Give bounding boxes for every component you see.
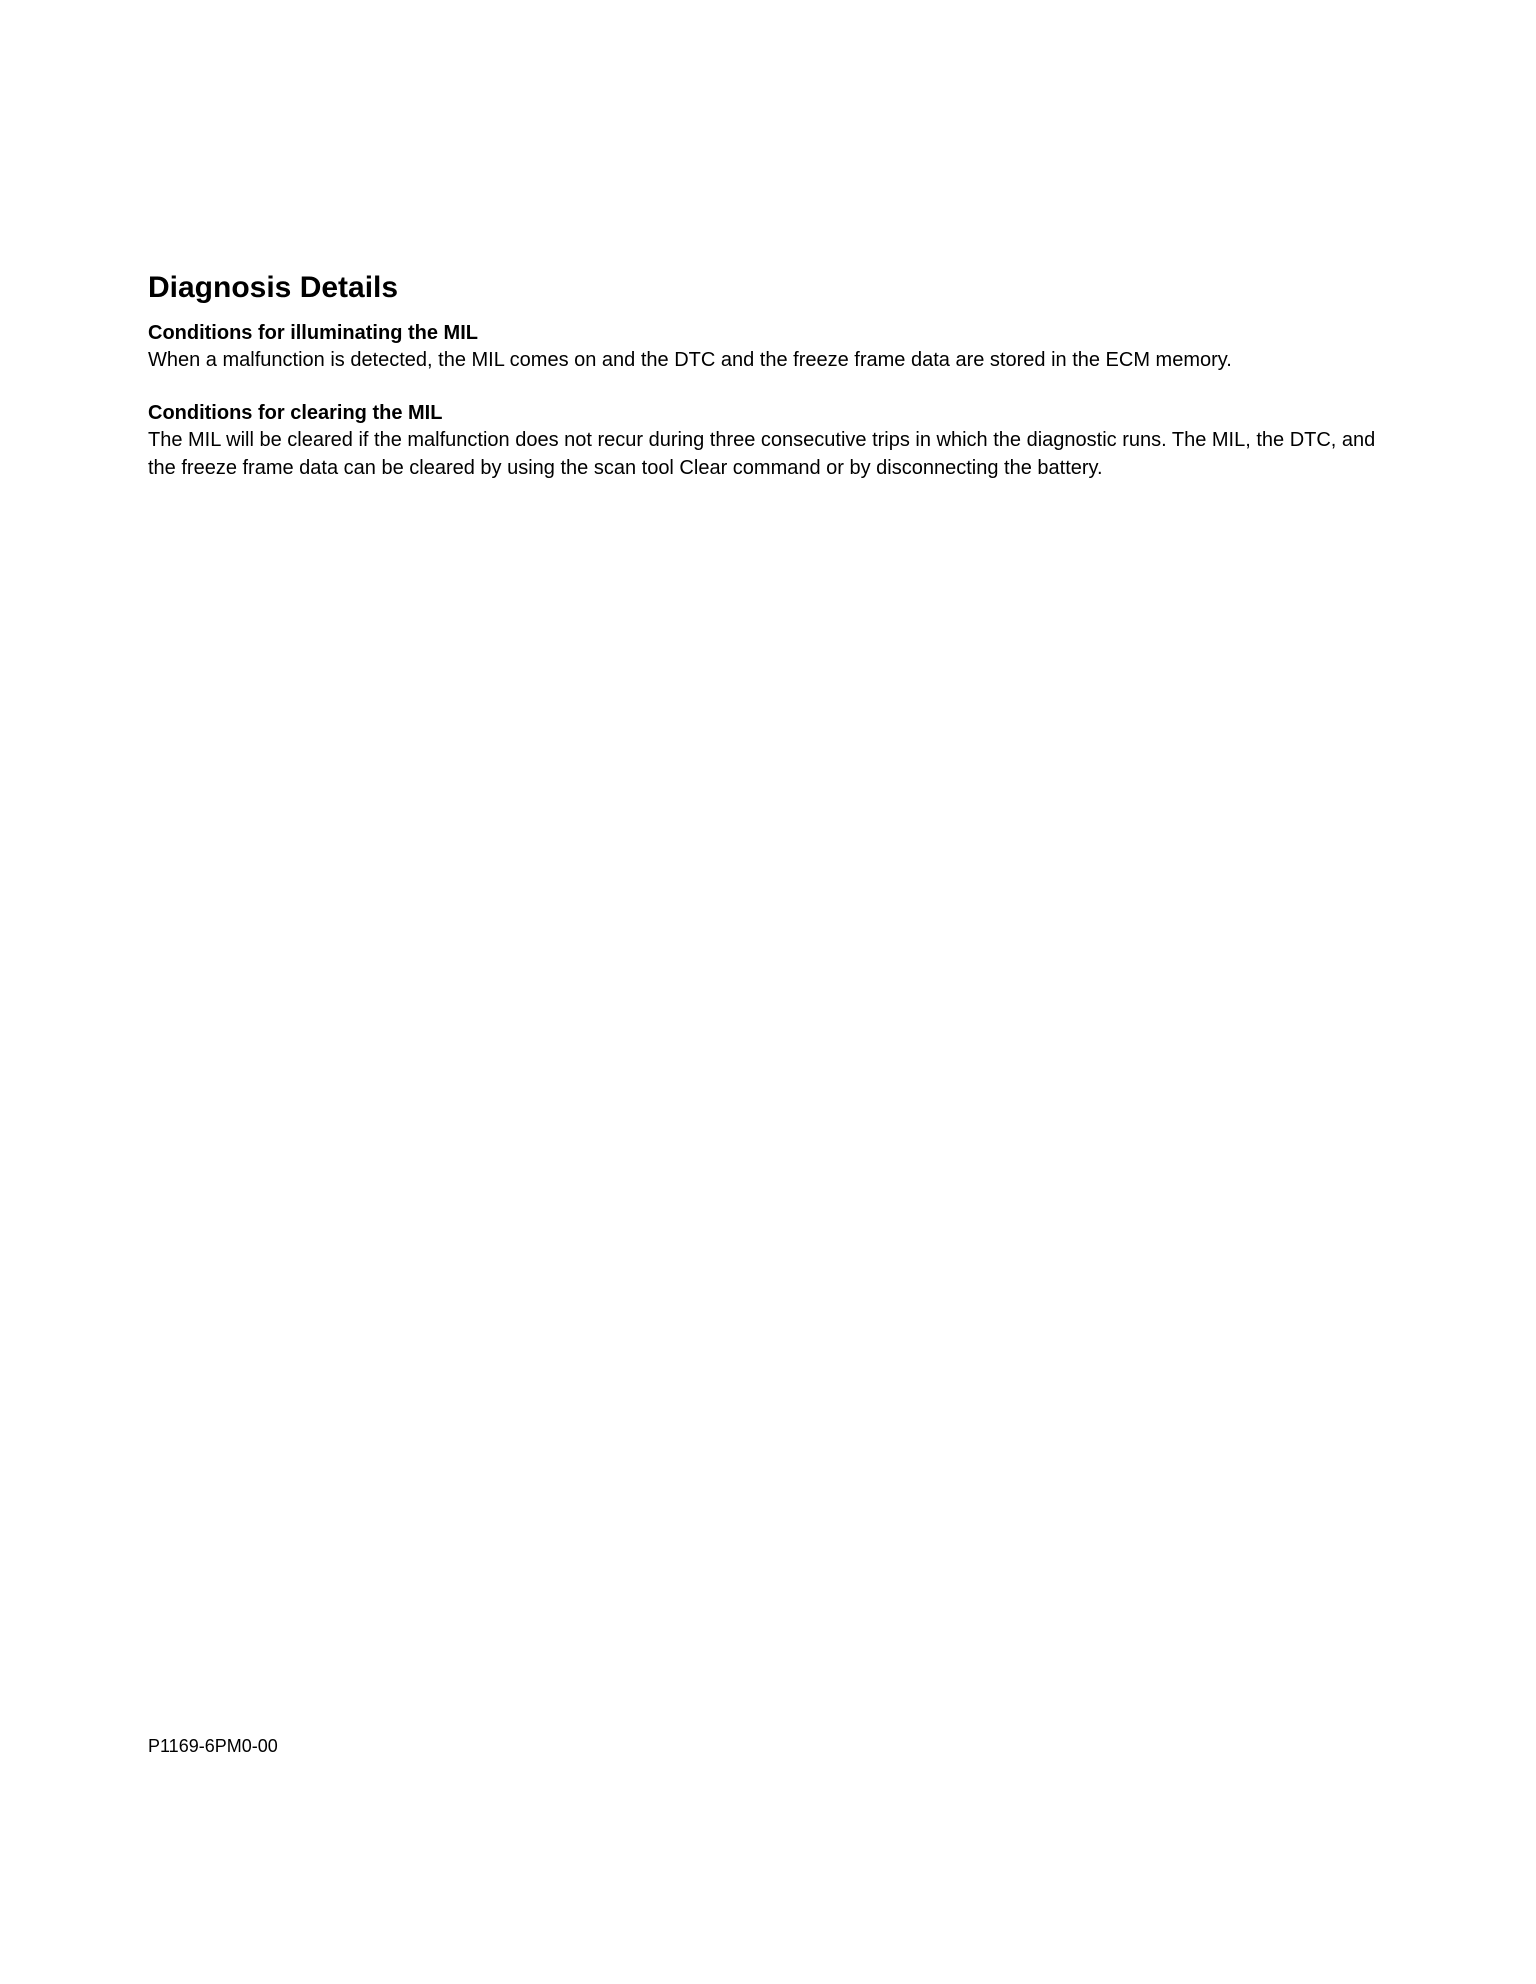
section-heading: Conditions for clearing the MIL bbox=[148, 402, 443, 424]
page-title: Diagnosis Details bbox=[148, 271, 399, 304]
document-code: P1169-6PM0-00 bbox=[148, 1736, 278, 1756]
section-heading: Conditions for illuminating the MIL bbox=[148, 322, 478, 344]
section-body: When a malfunction is detected, the MIL comes on and the DTC and the freeze frame data are stored in the ECM memory. bbox=[148, 349, 1232, 371]
section-illuminating-mil bbox=[148, 320, 1388, 374]
section-clearing-mil bbox=[148, 400, 1388, 482]
section-body: The MIL will be cleared if the malfunction does not recur during three consecutive trips in which the diagnostic runs. The MIL, the DTC, and the freeze frame data can be cleared by using the scan tool Clear command or by disconnecting the battery. bbox=[148, 429, 1376, 479]
document-content bbox=[148, 268, 1388, 508]
